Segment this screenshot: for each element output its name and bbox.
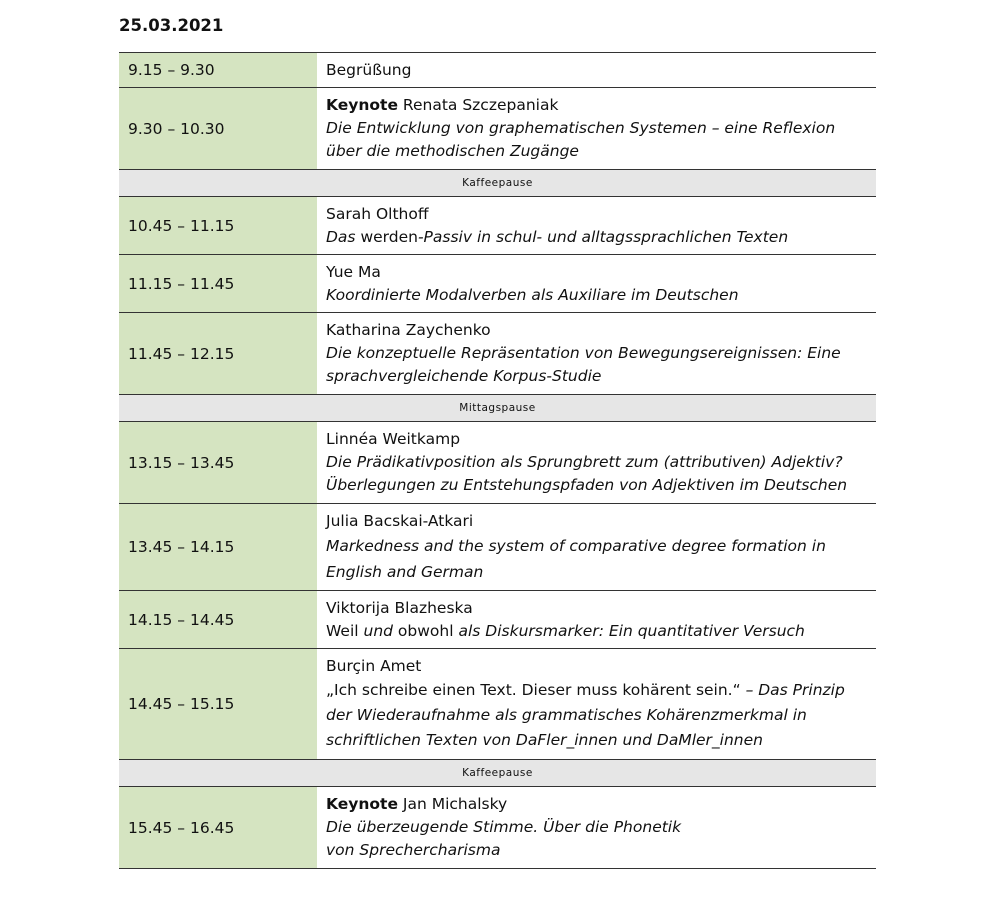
speaker-name: Burçin Amet bbox=[326, 657, 422, 675]
time-cell: 15.45 – 16.45 bbox=[119, 787, 317, 869]
table-row bbox=[119, 504, 876, 591]
session-cell bbox=[317, 422, 876, 504]
session-cell bbox=[317, 197, 876, 255]
speaker-name: Yue Ma bbox=[326, 263, 381, 281]
keynote-label: Keynote bbox=[326, 96, 398, 114]
session-speaker: Begrüßung bbox=[317, 53, 876, 88]
table-row bbox=[119, 255, 876, 313]
session-cell bbox=[317, 313, 876, 395]
talk-title: Weil und obwohl als Diskursmarker: Ein quantitativer Versuch bbox=[326, 622, 805, 640]
time-cell: 13.45 – 14.15 bbox=[119, 504, 317, 591]
speaker-name: Linnéa Weitkamp bbox=[326, 430, 461, 448]
speaker-name: Katharina Zaychenko bbox=[326, 321, 491, 339]
time-cell: 14.45 – 15.15 bbox=[119, 649, 317, 760]
time-cell: 14.15 – 14.45 bbox=[119, 591, 317, 649]
talk-title: Markedness and the system of comparative degree formation in English and German bbox=[326, 537, 826, 581]
table-row bbox=[119, 88, 876, 170]
break-label: Kaffeepause bbox=[119, 170, 876, 197]
session-cell bbox=[317, 649, 876, 760]
talk-title: Das werden-Passiv in schul- und alltagssprachlichen Texten bbox=[326, 228, 789, 246]
speaker-name: Jan Michalsky bbox=[397, 795, 508, 813]
session-cell bbox=[317, 255, 876, 313]
table-row bbox=[119, 422, 876, 504]
table-row bbox=[119, 591, 876, 649]
table-row bbox=[119, 649, 876, 760]
time-cell: 13.15 – 13.45 bbox=[119, 422, 317, 504]
talk-title: „Ich schreibe einen Text. Dieser muss kohärent sein.“ – Das Prinzip der Wiederaufnahme als grammatisches Kohärenzmerkmal in schriftlichen Texten von DaFler_innen und DaMler_innen bbox=[326, 681, 845, 749]
time-cell: 9.30 – 10.30 bbox=[119, 88, 317, 170]
break-label: Mittagspause bbox=[119, 395, 876, 422]
time-cell: 10.45 – 11.15 bbox=[119, 197, 317, 255]
speaker-name: Julia Bacskai-Atkari bbox=[326, 512, 474, 530]
talk-title: Koordinierte Modalverben als Auxiliare im Deutschen bbox=[326, 286, 739, 304]
speaker-name: Renata Szczepaniak bbox=[397, 96, 559, 114]
break-row bbox=[119, 760, 876, 787]
table-row bbox=[119, 197, 876, 255]
schedule-date: 25.03.2021 bbox=[119, 16, 224, 35]
break-row bbox=[119, 395, 876, 422]
keynote-label: Keynote bbox=[326, 795, 398, 813]
break-label: Kaffeepause bbox=[119, 760, 876, 787]
talk-quote: „Ich schreibe einen Text. Dieser muss kohärent sein.“ bbox=[326, 681, 741, 699]
talk-title: Die überzeugende Stimme. Über die Phonetik von Sprechercharisma bbox=[326, 818, 682, 859]
session-cell bbox=[317, 504, 876, 591]
talk-title: Die konzeptuelle Repräsentation von Bewegungsereignissen: Eine sprachvergleichende Korpus-Studie bbox=[326, 344, 841, 385]
session-cell bbox=[317, 787, 876, 869]
schedule-table bbox=[119, 52, 876, 869]
table-row bbox=[119, 53, 876, 88]
time-cell: 9.15 – 9.30 bbox=[119, 53, 317, 88]
table-row bbox=[119, 313, 876, 395]
speaker-name: Viktorija Blazheska bbox=[326, 599, 473, 617]
talk-title: Die Entwicklung von graphematischen Systemen – eine Reflexion über die methodischen Zugänge bbox=[326, 119, 836, 160]
time-cell: 11.15 – 11.45 bbox=[119, 255, 317, 313]
table-row bbox=[119, 787, 876, 869]
session-cell bbox=[317, 88, 876, 170]
break-row bbox=[119, 170, 876, 197]
talk-title: Die Prädikativposition als Sprungbrett zum (attributiven) Adjektiv? Überlegungen zu Entstehungspfaden von Adjektiven im Deutschen bbox=[326, 453, 848, 494]
speaker-name: Sarah Olthoff bbox=[326, 205, 429, 223]
session-cell bbox=[317, 591, 876, 649]
time-cell: 11.45 – 12.15 bbox=[119, 313, 317, 395]
